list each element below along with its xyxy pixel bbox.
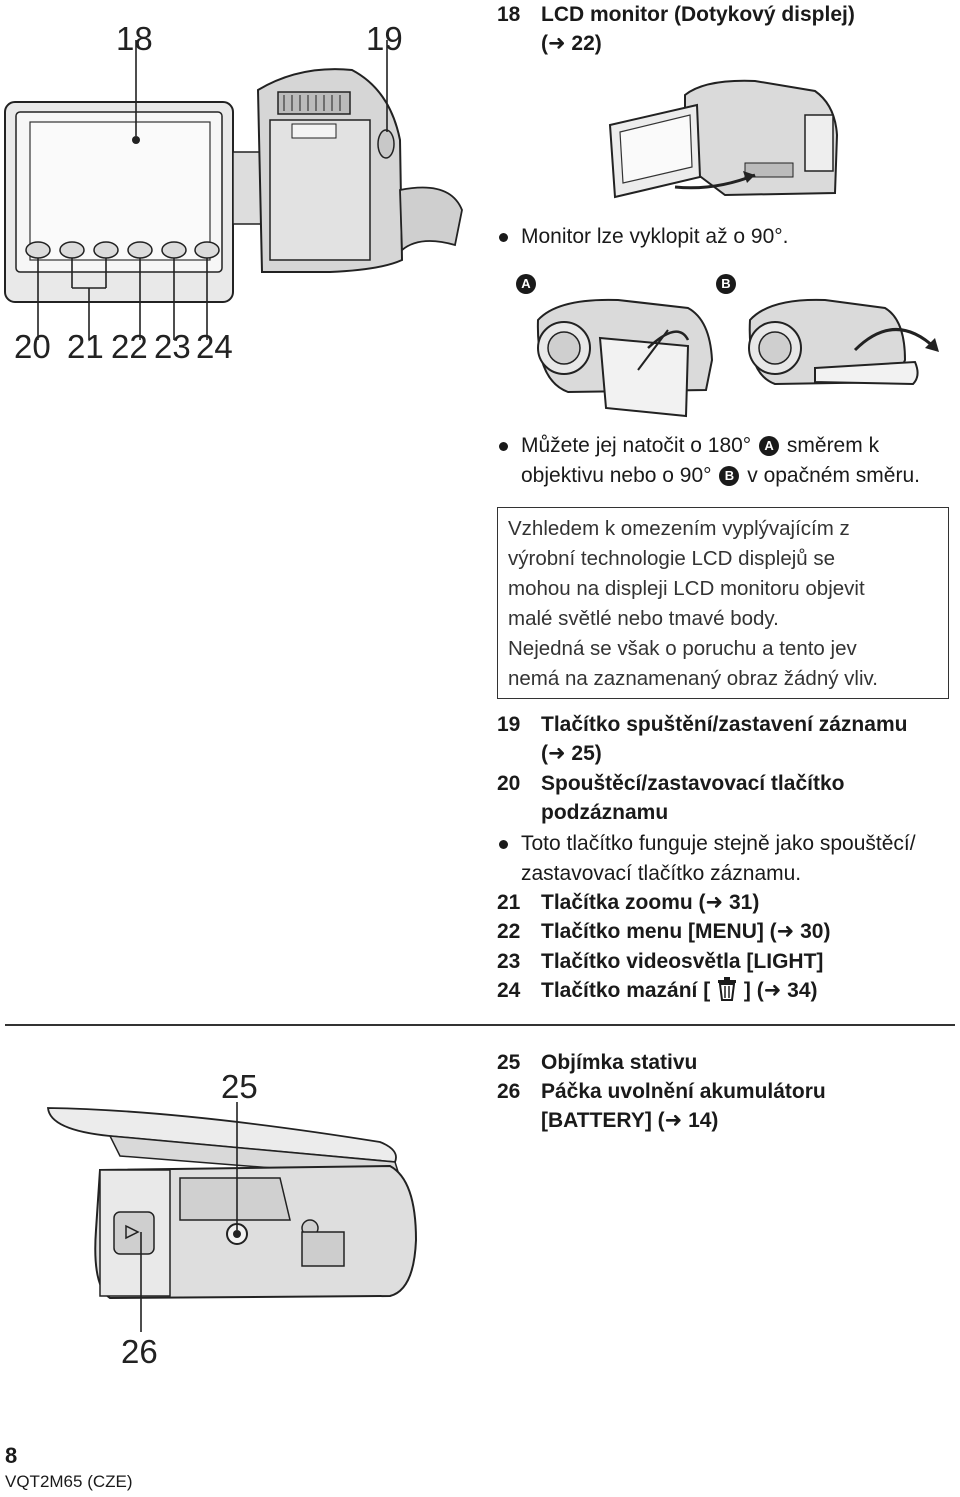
bullet-dot <box>499 233 508 242</box>
entry-26: 26 Páčka uvolnění akumulátoru [BATTERY] (➜ 14) <box>497 1080 826 1132</box>
note-line: malé světlé nebo tmavé body. <box>508 607 779 630</box>
callout-23: 23 <box>154 328 191 365</box>
note-line: mohou na displeji LCD monitoru objevit <box>508 577 865 600</box>
note-line: nemá na zaznamenaný obraz žádný vliv. <box>508 667 878 690</box>
camera-rotate-180-illustration <box>528 290 718 420</box>
bullet-text: Monitor lze vyklopit až o 90°. <box>521 225 789 248</box>
entry-20: 20 Spouštěcí/zastavovací tlačítko podzáznamu <box>497 772 845 824</box>
entry-25: 25 Objímka stativu <box>497 1051 698 1074</box>
entry-18 <box>497 0 957 60</box>
note-line: Nejedná se však o poruchu a tento jev <box>508 637 857 660</box>
camera-bottom-illustration <box>40 1100 430 1340</box>
entry-text-line2: (➜ 22) <box>541 32 602 55</box>
camera-rotate-90-illustration <box>745 290 945 400</box>
note-box <box>497 507 949 699</box>
trash-icon <box>716 977 738 1001</box>
document-code: VQT2M65 (CZE) <box>5 1472 133 1491</box>
bullet-text: Můžete jej natočit o 180° A směrem k objektivu nebo o 90° B v opačném směru. <box>521 434 920 487</box>
entry-23: 23 Tlačítko videosvětla [LIGHT] <box>497 950 824 973</box>
callout-21: 21 <box>67 328 104 365</box>
callout-18: 18 <box>116 20 153 57</box>
badge-a: A <box>759 436 779 456</box>
callout-26: 26 <box>121 1333 158 1370</box>
callout-24: 24 <box>196 328 233 365</box>
camera-open-lcd-illustration <box>605 75 845 205</box>
page-number: 8 <box>5 1443 18 1468</box>
bullet-dot <box>499 442 508 451</box>
callout-22: 22 <box>111 328 148 365</box>
callout-19: 19 <box>366 20 403 57</box>
lcd-monitor-illustration <box>0 60 470 340</box>
bullet-dot <box>499 840 508 849</box>
entry-21: 21 Tlačítka zoomu (➜ 31) <box>497 891 760 914</box>
entry-19: 19 Tlačítko spuštění/zastavení záznamu (➜ 25) <box>497 713 908 765</box>
entry-24: 24 Tlačítko mazání [ ] (➜ 34) <box>497 979 818 1002</box>
note-line: Vzhledem k omezením vyplývajícím z <box>508 517 850 540</box>
entry-number: 18 <box>497 3 521 26</box>
entry-text: LCD monitor (Dotykový displej) <box>541 3 855 26</box>
label-a: A <box>514 274 538 295</box>
label-b: B <box>714 274 738 295</box>
badge-b: B <box>719 466 739 486</box>
note-line: výrobní technologie LCD displejů se <box>508 547 836 570</box>
callout-25: 25 <box>221 1068 258 1105</box>
entry-22: 22 Tlačítko menu [MENU] (➜ 30) <box>497 920 831 943</box>
section-divider <box>5 1024 955 1026</box>
callout-20: 20 <box>14 328 51 365</box>
